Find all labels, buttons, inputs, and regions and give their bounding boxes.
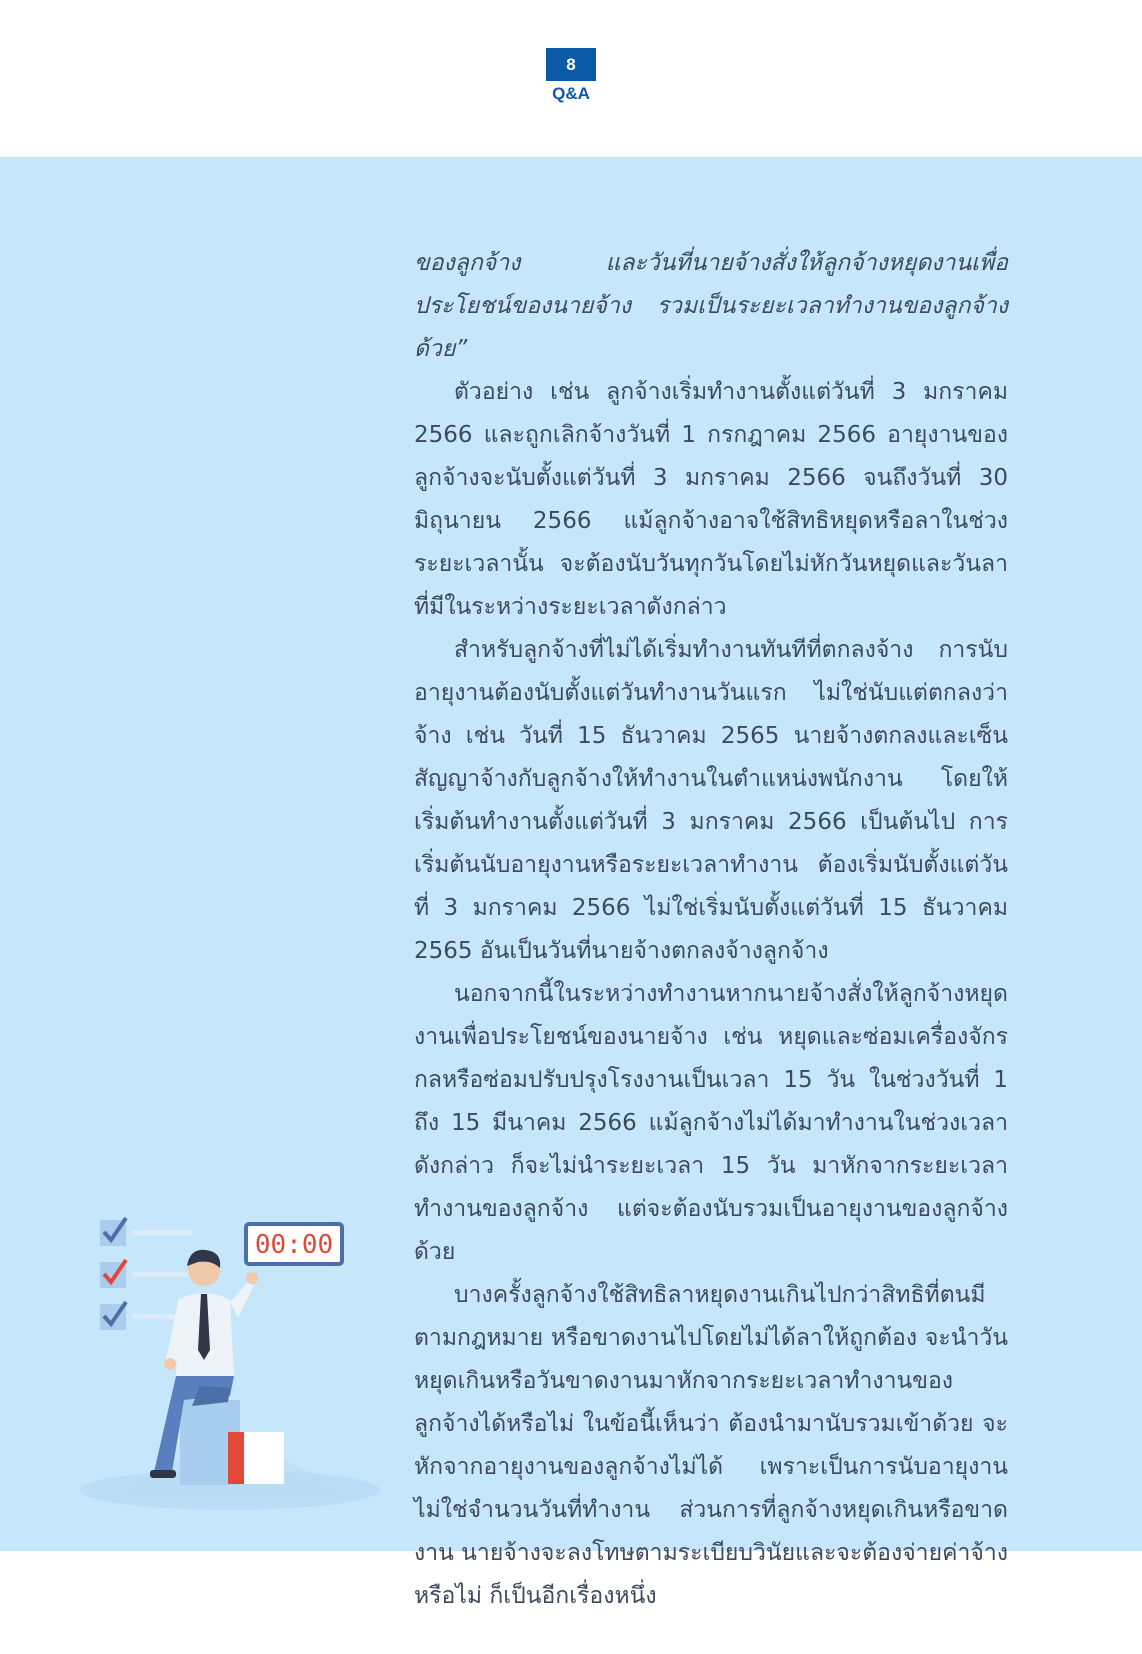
section-label: Q&A <box>552 84 590 103</box>
white-box <box>244 1432 284 1484</box>
office-worker-illustration <box>80 1210 380 1510</box>
red-box <box>228 1432 244 1484</box>
example-paragraph: ตัวอย่าง เช่น ลูกจ้างเริ่มทำงานตั้งแต่วันที่ 3 มกราคม 2566 และถูกเลิกจ้างวันที่ 1 กรกฎาคม 2566 อายุงานของลูกจ้างจะนับตั้งแต่วันที่ 3 มกราคม 2566 จนถึงวันที่ 30 มิถุนายน 2566 แม้ลูกจ้างอาจใช้สิทธิหยุดหรือลาในช่วงระยะเวลานั้น จะต้องนับวันทุกวันโดยไม่หักวันหยุดและวันลาที่มีในระหว่างระยะเวลาดังกล่าว <box>414 379 1008 620</box>
clock-display: 00:00 <box>254 1230 334 1260</box>
digital-clock-icon <box>246 1224 342 1264</box>
suspension-paragraph: นอกจากนี้ในระหว่างทำงานหากนายจ้างสั่งให้ลูกจ้างหยุดงานเพื่อประโยชน์ของนายจ้าง เช่น หยุดและซ่อมเครื่องจักรกลหรือซ่อมปรับปรุงโรงงานเป็นเวลา 15 วัน ในช่วงวันที่ 1 ถึง 15 มีนาคม 2566 แม้ลูกจ้างไม่ได้มาทำงานในช่วงเวลาดังกล่าว ก็จะไม่นำระยะเวลา 15 วัน มาหักจากระยะเวลาทำงานของลูกจ้าง แต่จะต้องนับรวมเป็นอายุงานของลูกจ้างด้วย <box>414 981 1008 1265</box>
start-date-paragraph: สำหรับลูกจ้างที่ไม่ได้เริ่มทำงานทันทีที่ตกลงจ้าง การนับอายุงานต้องนับตั้งแต่วันทำงานวันแรก ไม่ใช่นับแต่ตกลงว่าจ้าง เช่น วันที่ 15 ธันวาคม 2565 นายจ้างตกลงและเซ็นสัญญาจ้างกับลูกจ้างให้ทำงานในตำแหน่งพนักงาน โดยให้เริ่มต้นทำงานตั้งแต่วันที่ 3 มกราคม 2566 เป็นต้นไป การเริ่มต้นนับอายุงานหรือระยะเวลาทำงาน ต้องเริ่มนับตั้งแต่วันที่ 3 มกราคม 2566 ไม่ใช่เริ่มนับตั้งแต่วันที่ 15 ธันวาคม 2565 อันเป็นวันที่นายจ้างตกลงจ้างลูกจ้าง <box>414 637 1008 964</box>
quote-continuation-paragraph: ของลูกจ้าง และวันที่นายจ้างสั่งให้ลูกจ้างหยุดงานเพื่อประโยชน์ของนายจ้าง รวมเป็นระยะเวลาทำงานของลูกจ้างด้วย” <box>414 250 1008 362</box>
article-body <box>414 242 1008 1618</box>
page-number-badge: 8 <box>546 48 596 81</box>
absence-paragraph: บางครั้งลูกจ้างใช้สิทธิลาหยุดงานเกินไปกว่าสิทธิที่ตนมีตามกฎหมาย หรือขาดงานไปโดยไม่ได้ลาให้ถูกต้อง จะนำวันหยุดเกินหรือวันขาดงานมาหักจากระยะเวลาทำงานของลูกจ้างได้หรือไม่ ในข้อนี้เห็นว่า ต้องนำมานับรวมเข้าด้วย จะหักจากอายุงานของลูกจ้างไม่ได้ เพราะเป็นการนับอายุงาน ไม่ใช่จำนวนวันที่ทำงาน ส่วนการที่ลูกจ้างหยุดเกินหรือขาดงาน นายจ้างจะลงโทษตามระเบียบวินัยและจะต้องจ่ายค่าจ้างหรือไม่ ก็เป็นอีกเรื่องหนึ่ง <box>414 1282 1008 1609</box>
page-header <box>0 0 1142 157</box>
